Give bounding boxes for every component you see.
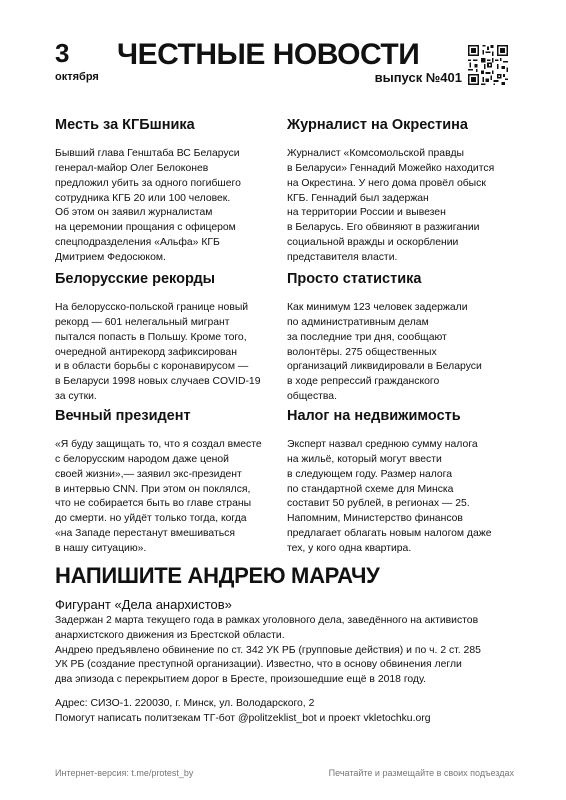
article-title: Журналист на Окрестина xyxy=(287,117,468,133)
article-title: Белорусские рекорды xyxy=(55,271,216,287)
footer-web-link: Интернет-версия: t.me/protest_by xyxy=(55,768,194,778)
article-title: Месть за КГБшника xyxy=(55,117,195,133)
article-kgb-revenge xyxy=(55,117,295,266)
appeal-title: НАПИШИТЕ АНДРЕЮ МАРАЧУ xyxy=(55,563,380,588)
footer-call-to-action: Печатайте и размещайте в своих подъездах xyxy=(328,768,514,778)
masthead-title: ЧЕСТНЫЕ НОВОСТИ xyxy=(117,38,420,71)
article-title: Просто статистика xyxy=(287,271,422,287)
article-property-tax xyxy=(287,408,527,557)
article-belarus-records xyxy=(55,271,295,405)
article-body: Эксперт назвал среднюю сумму налога на жильё, который могут ввести в следующем году. Размер налога по стандартной схеме для Минска составит 50 рублей, в регионах — 25. Напомним, Министерство финансов предлагает облагать новым налогом даже тех, у кого одна квартира. xyxy=(287,439,492,554)
article-statistics xyxy=(287,271,527,405)
article-title: Налог на недвижимость xyxy=(287,408,461,424)
appeal-contacts: Адрес: СИЗО-1. 220030, г. Минск, ул. Володарского, 2 Помогут написать политзекам ТГ-бот @politzeklist_bot и проект vkletochku.org xyxy=(55,698,431,724)
article-body: Журналист «Комсомольской правды в Беларуси» Геннадий Можейко находится на Окрестина. У него дома провёл обыск КГБ. Геннадий был задержан на территории России и вывезен в Беларусь. Его обвиняют в разжигании социальной вражды и оскорблении представителя власти. xyxy=(287,148,495,263)
article-body: На белорусско-польской границе новый рекорд — 601 нелегальный мигрант пытался попасть в Польшу. Кроме того, очередной антирекорд зафиксирован и в области борьбы с коронавирусом — в Беларуси 1998 новых случаев COVID-19 за сутки. xyxy=(55,302,261,402)
article-eternal-president xyxy=(55,408,295,557)
article-journalist-okrestina xyxy=(287,117,527,266)
date-day: 3 xyxy=(55,38,70,68)
article-title: Вечный президент xyxy=(55,408,191,424)
issue-number: выпуск №401 xyxy=(374,70,462,85)
article-body: «Я буду защищать то, что я создал вместе с белорусским народом даже ценой своей жизни»,— заявил экс-президент в интервью CNN. При этом он поклялся, что не собирается быть во главе страны до смерти. но уйдёт только тогда, когда «на Западе перестанут вмешиваться в нашу ситуацию». xyxy=(55,439,262,554)
appeal-body: Задержан 2 марта текущего года в рамках уголовного дела, заведённого на активистов анархистского движения из Брестской области. Андрею предъявлено обвинение по ст. 342 УК РБ (групповые действия) и по ч. 2 ст. 285 УК РБ (создание преступной организации). Известно, что в основу обвинения легли два эпизода с перекрытием дорог в Бресте, произошедшие ещё в 2018 году. xyxy=(55,615,481,686)
appeal-subtitle: Фигурант «Дела анархистов» xyxy=(55,597,232,612)
date-month: октября xyxy=(55,71,99,83)
qr-code-icon xyxy=(468,45,508,85)
article-body: Бывший глава Генштаба ВС Беларуси генерал-майор Олег Белоконев предложил убить за одного погибшего сотрудника КГБ 20 или 100 человек. Об этом он заявил журналистам на церемонии прощания с офицером спецподразделения «Альфа» КГБ Дмитрием Федосюком. xyxy=(55,148,241,263)
article-body: Как минимум 123 человек задержали по административным делам за последние три дня, сообщают волонтёры. 275 общественных организаций ликвидировали в Беларуси в ходе репрессий гражданского общества. xyxy=(287,302,482,402)
